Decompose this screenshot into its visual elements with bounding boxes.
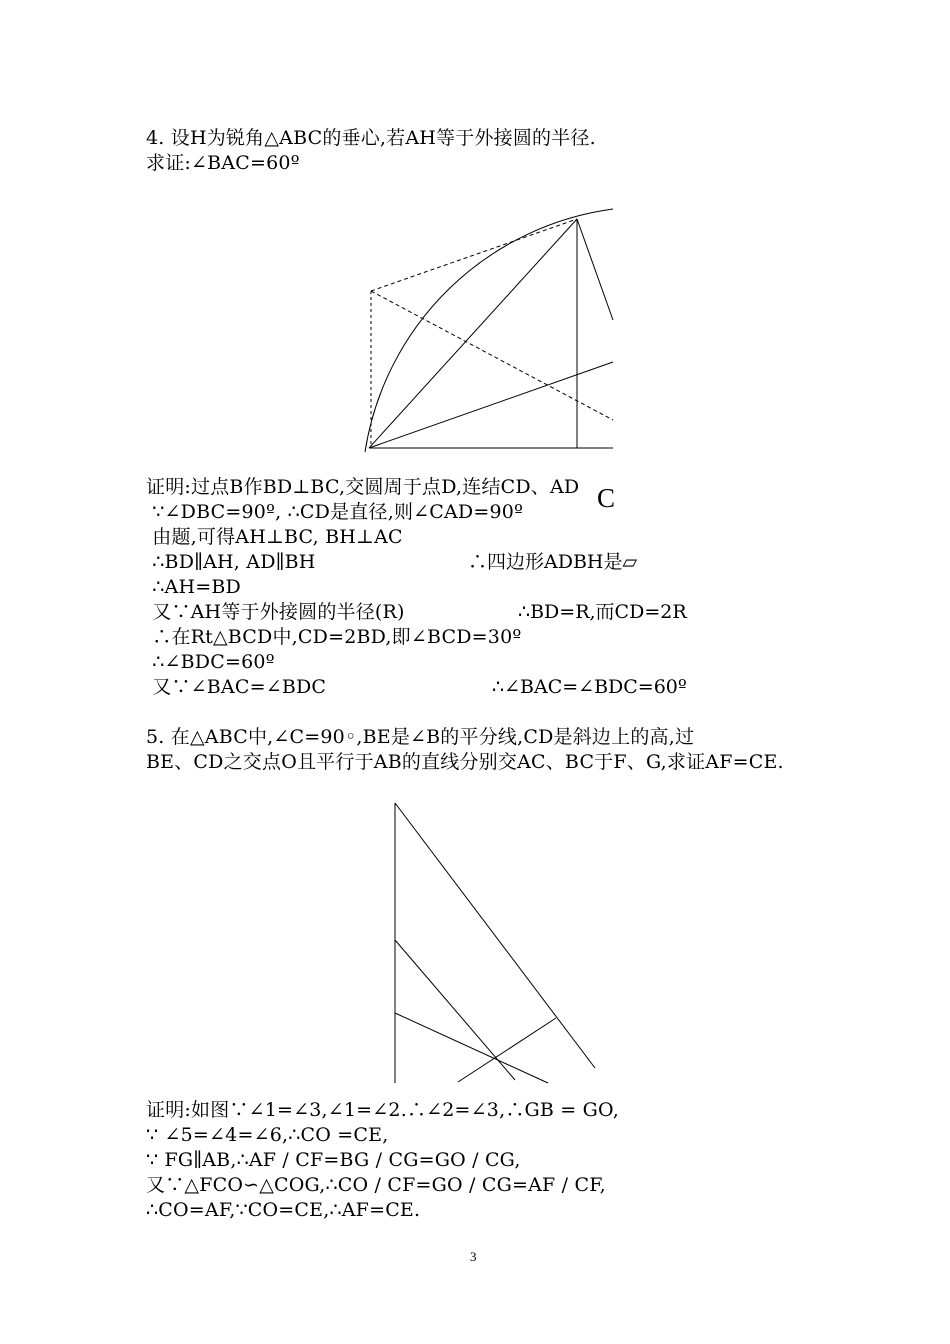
- proof4-line-8: ∴∠BDC=60º: [146, 651, 275, 673]
- figure-circle-triangle: [365, 209, 613, 452]
- proof5-line-4: 又∵△FCO∽△COG,∴CO / CF=GO / CG=AF / CF,: [146, 1174, 606, 1196]
- chord-b-to-a: [369, 219, 577, 448]
- problem5-statement-line2: BE、CD之交点O且平行于AB的直线分别交AC、BC于F、G,求证AF=CE.: [146, 751, 784, 773]
- page-number: 3: [470, 1249, 477, 1264]
- proof5-line-1: 证明:如图∵∠1=∠3,∠1=∠2.∴∠2=∠3,∴GB = GO,: [146, 1099, 619, 1121]
- bisector-be: [395, 940, 515, 1080]
- circumcircle-arc: [365, 209, 613, 452]
- proof4-line-6-right: ∴BD=R,而CD=2R: [518, 601, 687, 623]
- proof5-line-3: ∵ FG∥AB,∴AF / CF=BG / CG=GO / CG,: [146, 1149, 521, 1171]
- proof4-line-9: 又∵∠BAC=∠BDC: [146, 676, 327, 698]
- problem4-statement-line2: 求证:∠BAC=60º: [146, 152, 300, 174]
- dashed-d-to-a: [371, 219, 577, 291]
- proof5-line-5: ∴CO=AF,∵CO=CE,∴AF=CE.: [146, 1199, 421, 1221]
- proof4-line-4: ∴BD∥AH, AD∥BH: [146, 551, 316, 573]
- hypotenuse: [395, 803, 595, 1068]
- proof4-line-3: 由题,可得AH⊥BC, BH⊥AC: [146, 526, 403, 548]
- proof4-line-4-right: ∴四边形ADBH是▱: [468, 551, 638, 573]
- altitude-cd: [395, 1013, 548, 1083]
- problem5-statement-line1: 5. 在△ABC中,∠C=90◦,BE是∠B的平分线,CD是斜边上的高,过: [146, 726, 695, 748]
- proof4-line-6: 又∵AH等于外接圆的半径(R): [146, 601, 405, 623]
- stray-label-c: C: [597, 483, 616, 513]
- line-b-to-right: [369, 362, 613, 448]
- proof4-line-7: ∴在Rt△BCD中,CD=2BD,即∠BCD=30º: [146, 626, 522, 648]
- side-a-to-c: [577, 219, 613, 320]
- proof4-line-9-right: ∴∠BAC=∠BDC=60º: [492, 676, 687, 698]
- proof5-line-2: ∵ ∠5=∠4=∠6,∴CO =CE,: [146, 1124, 389, 1146]
- figure-right-triangle: [395, 803, 595, 1083]
- problem4-statement-line1: 4. 设H为锐角△ABC的垂心,若AH等于外接圆的半径.: [146, 127, 596, 149]
- parallel-fg: [458, 1018, 556, 1082]
- proof4-line-5: ∴AH=BD: [146, 576, 241, 598]
- proof4-line-2: ∵∠DBC=90º, ∴CD是直径,则∠CAD=90º: [146, 501, 524, 523]
- proof4-line-1: 证明:过点B作BD⊥BC,交圆周于点D,连结CD、AD: [146, 476, 580, 498]
